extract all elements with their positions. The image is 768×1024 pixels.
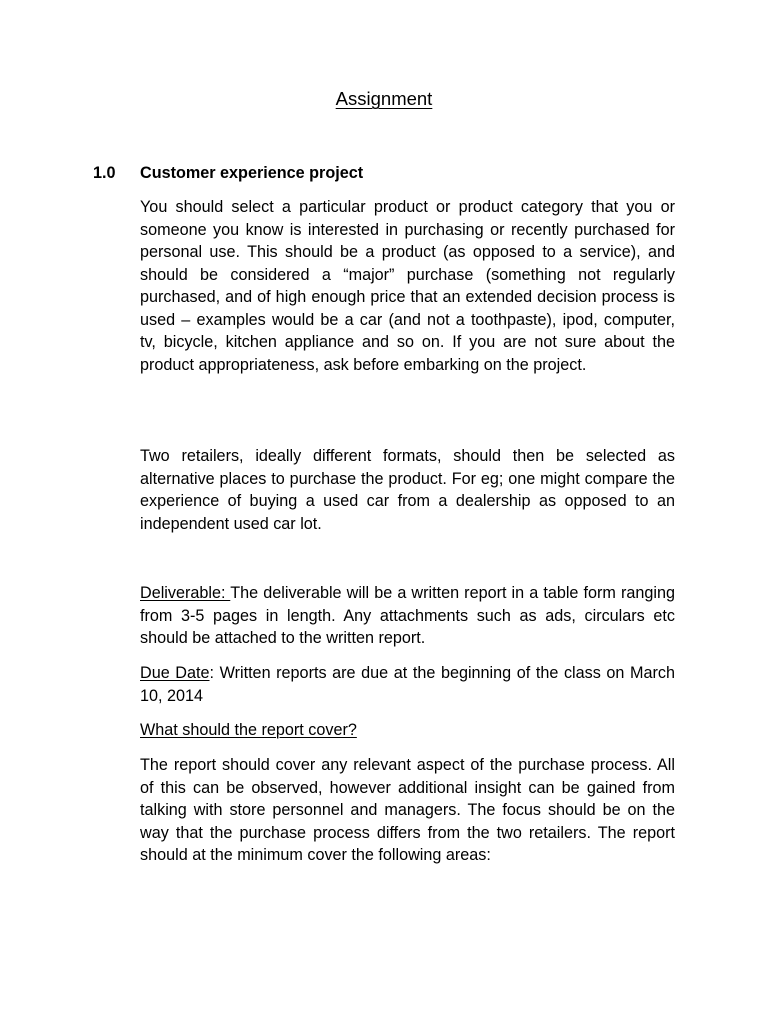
deliverable-label: Deliverable:	[140, 584, 231, 602]
product-selection-paragraph: You should select a particular product or product category that you or someone you know is interested in purchasing or recently purchased for personal use. This should be a product (as opposed to a service), and should be considered a “major” purchase (something not regularly purchased, and of high enough price that an extended decision process is used – examples would be a car (and not a toothpaste), ipod, computer, tv, bicycle, kitchen appliance and so on. If you are not sure about the product appropriateness, ask before embarking on the project.	[140, 198, 675, 374]
section-heading: Customer experience project	[140, 164, 364, 182]
document-title-text: Assignment	[335, 88, 433, 109]
deliverable-paragraph	[140, 582, 675, 650]
due-date-text: : Written reports are due at the beginning of the class on March 10, 2014	[140, 664, 675, 705]
due-date-label: Due Date	[140, 664, 210, 682]
report-cover-paragraph: The report should cover any relevant aspect of the purchase process. All of this can be observed, however additional insight can be gained from talking with store personnel and managers. The focus should be on the way that the purchase process differs from the two retailers. The report should at the minimum cover the following areas:	[140, 756, 675, 864]
retailers-paragraph: Two retailers, ideally different formats, should then be selected as alternative places to purchase the product. For eg; one might compare the experience of buying a used car from a dealership as opposed to an independent used car lot.	[140, 447, 675, 533]
due-date-paragraph	[140, 662, 675, 707]
deliverable-text: The deliverable will be a written report in a table form ranging from 3-5 pages in length. Any attachments such as ads, circulars etc should be attached to the written report.	[140, 584, 675, 647]
report-cover-heading	[140, 719, 675, 742]
report-cover-heading-text: What should the report cover?	[140, 721, 357, 739]
document-title	[0, 87, 768, 111]
section-number: 1.0	[93, 164, 116, 182]
